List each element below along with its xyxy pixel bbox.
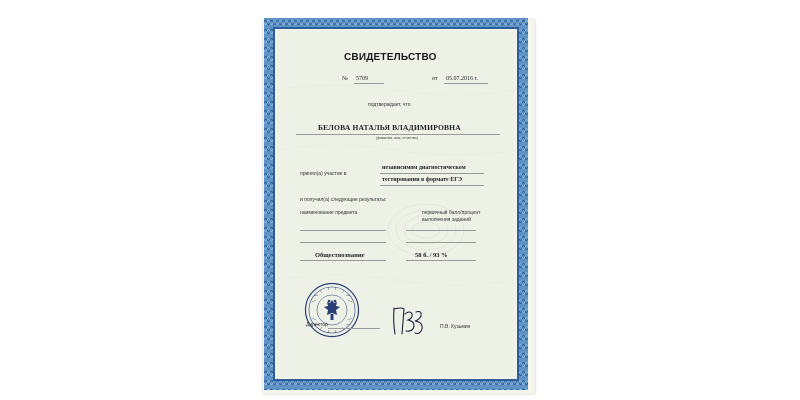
received-text: и получил(а) следующие результаты: xyxy=(300,197,387,203)
date-label: от xyxy=(432,76,438,82)
blank-line-4 xyxy=(406,242,476,243)
handwritten-signature xyxy=(388,300,430,342)
director-label: Директор xyxy=(306,322,328,328)
accepted-text: принял(а) участие в xyxy=(300,171,347,177)
name-underline xyxy=(296,134,500,135)
number-underline xyxy=(354,83,384,84)
column-score-header-line2: выполнения заданий xyxy=(422,217,471,223)
recipient-name: БЕЛОВА НАТАЛЬЯ ВЛАДИМИРОВНА xyxy=(318,123,461,132)
test-underline1 xyxy=(380,173,484,174)
certificate-title: СВИДЕТЕЛЬСТВО xyxy=(344,52,437,63)
column-subject-header: наименование предмета xyxy=(300,210,358,216)
number-label: № xyxy=(342,76,348,82)
signature-line xyxy=(328,328,380,329)
test-description-line1: независимом диагностическом xyxy=(382,165,466,171)
confirms-text: подтверждает, что xyxy=(368,102,411,108)
certificate-number: 5709 xyxy=(356,76,368,82)
score-underline xyxy=(406,260,476,261)
subject-score: 58 б. / 93 % xyxy=(415,252,448,259)
column-score-header-line1: первичный балл/процент xyxy=(422,210,481,216)
test-underline2 xyxy=(380,185,484,186)
blank-line-2 xyxy=(300,242,386,243)
official-seal xyxy=(304,282,360,338)
subject-name: Обществознание xyxy=(315,252,365,259)
blank-line-1 xyxy=(300,230,386,231)
name-caption: (фамилия, имя, отчество) xyxy=(376,136,418,140)
signer-name: П.В. Кузьмин xyxy=(440,324,471,330)
test-description-line2: тестировании в формате ЕГЭ xyxy=(382,177,463,183)
certificate-content xyxy=(276,30,516,378)
issue-date: 05.07.2016 г. xyxy=(446,76,478,82)
subject-underline xyxy=(300,260,386,261)
blank-line-3 xyxy=(406,230,476,231)
date-underline xyxy=(444,83,488,84)
